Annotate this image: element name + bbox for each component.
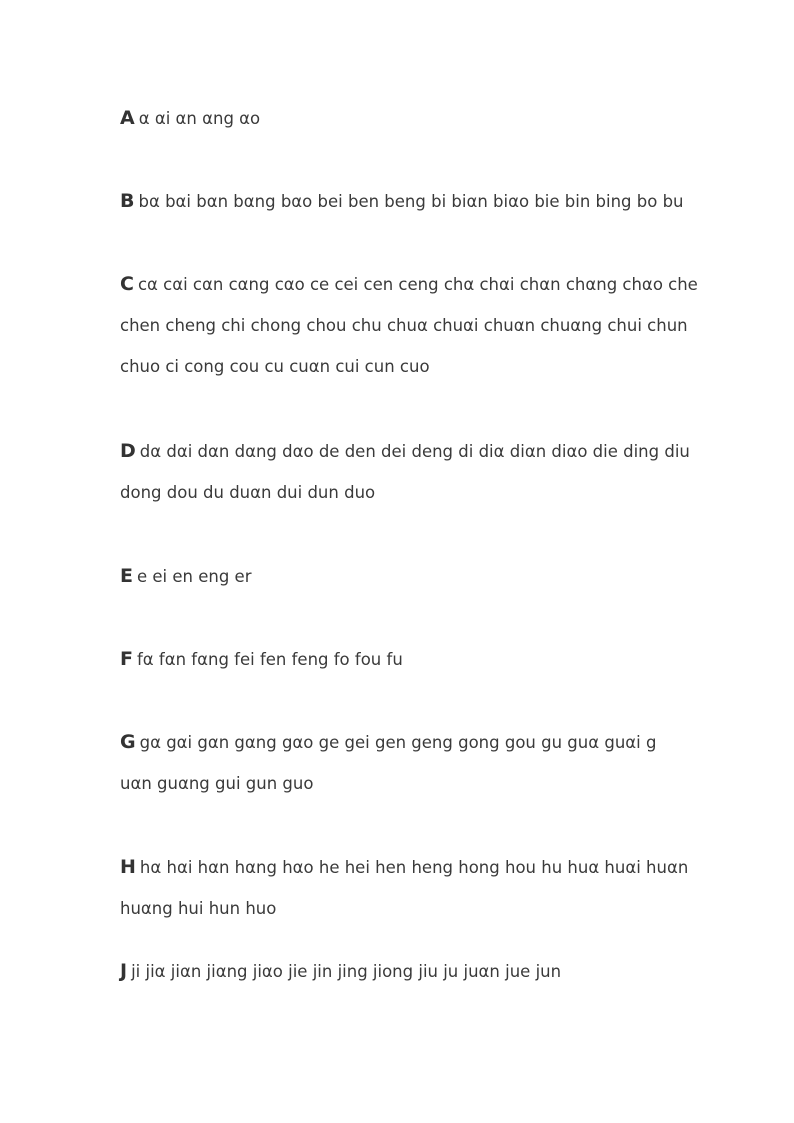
pinyin-text: ji jiα jiαn jiαng jiαo jie jin jing jiong jiu ju juαn jue jun <box>131 962 562 981</box>
section-line: huαng hui hun huo <box>120 899 277 918</box>
pinyin-text: fα fαn fαng fei fen feng fo fou fu <box>136 650 403 669</box>
section-letter: H <box>120 856 136 878</box>
section-h <box>120 847 689 929</box>
section-line <box>120 951 685 992</box>
section-line <box>120 431 690 472</box>
section-letter: D <box>120 440 136 462</box>
section-line: chen cheng chi chong chou chu chuα chuαi chuαn chuαng chui chun <box>120 316 688 335</box>
section-line: uαn guαng gui gun guo <box>120 774 314 793</box>
section-b <box>120 181 685 222</box>
section-line: dong dou du duαn dui dun duo <box>120 483 376 502</box>
section-c <box>120 264 698 387</box>
section-letter: B <box>120 190 135 212</box>
section-line <box>120 847 689 888</box>
pinyin-text: hα hαi hαn hαng hαo he hei hen heng hong hou hu huα huαi huαn <box>139 858 689 877</box>
pinyin-text: bα bαi bαn bαng bαo bei ben beng bi biαn biαo bie bin bing bo bu <box>138 192 684 211</box>
section-letter: G <box>120 731 136 753</box>
section-line <box>120 181 685 222</box>
section-line: chuo ci cong cou cu cuαn cui cun cuo <box>120 357 430 376</box>
section-line <box>120 98 685 139</box>
section-f <box>120 639 685 680</box>
section-line <box>120 264 698 305</box>
section-line <box>120 639 685 680</box>
section-letter: F <box>120 648 133 670</box>
pinyin-text: α αi αn αng αo <box>138 109 261 128</box>
section-letter: A <box>120 107 135 129</box>
pinyin-text: gα gαi gαn gαng gαo ge gei gen geng gong gou gu guα guαi g <box>139 733 657 752</box>
pinyin-text: e ei en eng er <box>136 567 252 586</box>
section-j <box>120 951 685 992</box>
pinyin-text: dα dαi dαn dαng dαo de den dei deng di diα diαn diαo die ding diu <box>139 442 690 461</box>
section-a <box>120 98 685 139</box>
section-line <box>120 556 685 597</box>
section-letter: J <box>120 960 128 982</box>
pinyin-text: cα cαi cαn cαng cαo ce cei cen ceng chα chαi chαn chαng chαo che <box>137 275 698 294</box>
section-letter: C <box>120 273 134 295</box>
section-g <box>120 722 685 804</box>
section-e <box>120 556 685 597</box>
section-line <box>120 722 685 763</box>
section-letter: E <box>120 565 133 587</box>
section-d <box>120 431 690 513</box>
